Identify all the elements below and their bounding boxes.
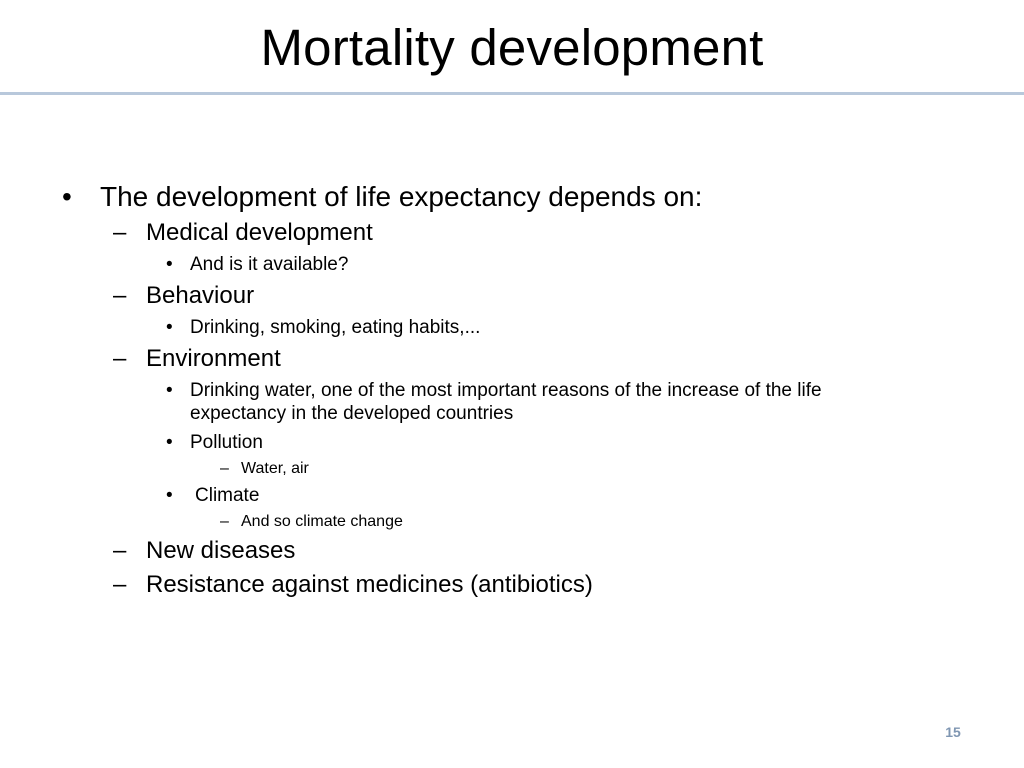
note-water-air: Water, air (241, 460, 309, 477)
note-habits: Drinking, smoking, eating habits,... (190, 317, 481, 338)
bullet-icon: • (166, 254, 173, 275)
note-available: And is it available? (190, 254, 349, 275)
item-behaviour: Behaviour (146, 282, 255, 309)
page-number: 15 (945, 724, 961, 740)
item-medical-development: Medical development (146, 219, 373, 246)
bullet-icon: • (166, 432, 173, 453)
bullet-icon: • (166, 485, 173, 506)
dash-icon: – (113, 571, 127, 598)
dash-icon: – (220, 460, 229, 477)
dash-icon: – (113, 282, 127, 309)
item-resistance: Resistance against medicines (antibiotics) (146, 571, 593, 598)
note-drinking-water-line-2: expectancy in the developed countries (190, 403, 514, 424)
bullet-icon: • (166, 317, 173, 338)
item-new-diseases: New diseases (146, 537, 296, 564)
item-environment: Environment (146, 345, 281, 372)
slide-title: Mortality development (260, 19, 764, 76)
dash-icon: – (113, 219, 127, 246)
bullet-icon: • (166, 380, 173, 401)
bullet-icon: • (62, 181, 72, 212)
dash-icon: – (113, 537, 127, 564)
dash-icon: – (220, 513, 229, 530)
note-climate-change: And so climate change (241, 513, 403, 530)
note-pollution: Pollution (190, 432, 263, 453)
bullet-life-expectancy: The development of life expectancy depends on: (100, 181, 703, 212)
note-drinking-water-line-1: Drinking water, one of the most important reasons of the increase of the life (190, 380, 822, 401)
note-climate: Climate (195, 485, 260, 506)
dash-icon: – (113, 345, 127, 372)
